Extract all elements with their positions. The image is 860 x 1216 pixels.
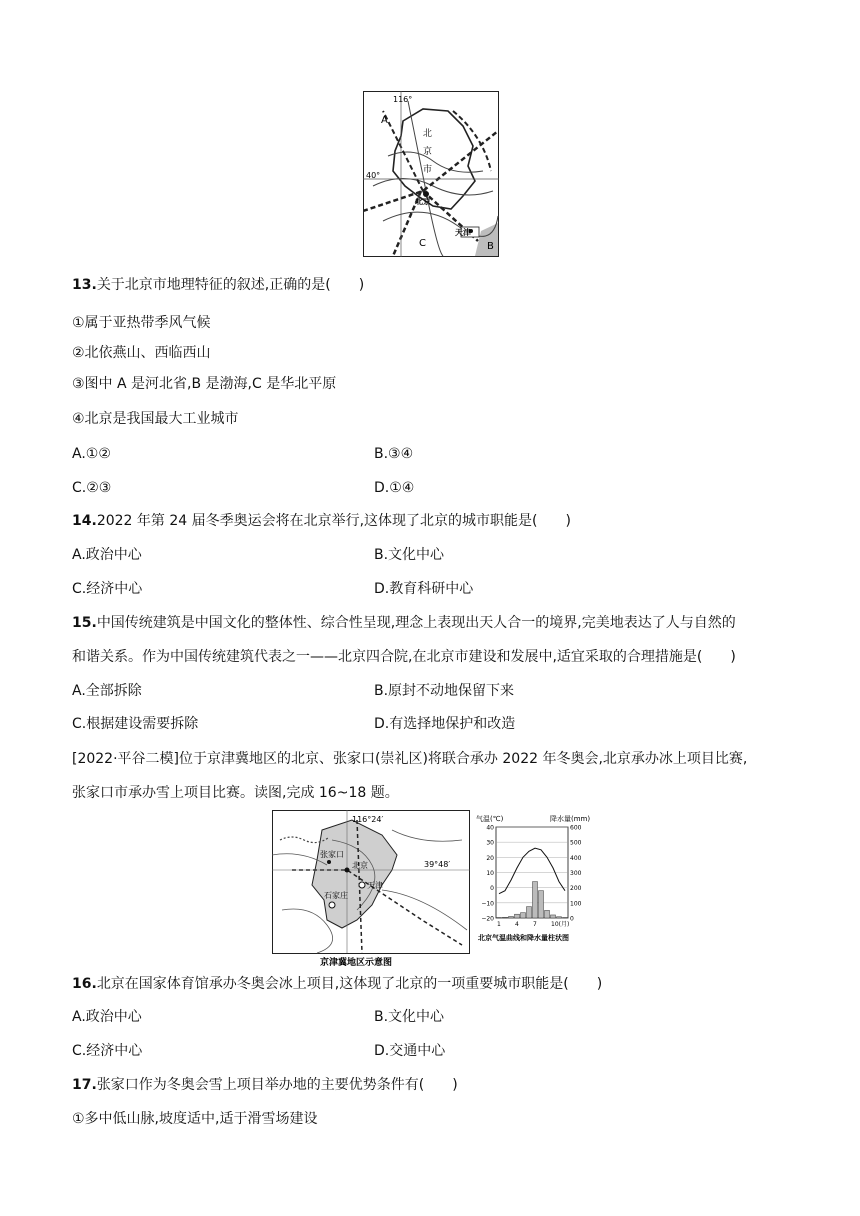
precip-tick-label: 600 bbox=[570, 824, 582, 832]
label-b: B bbox=[487, 241, 494, 252]
temp-axis-label: 气温(℃) bbox=[476, 815, 504, 823]
month-tick-label: 7 bbox=[533, 921, 537, 928]
q13-option-c: C.②③ bbox=[72, 480, 112, 496]
q16-option-b: B.文化中心 bbox=[374, 1009, 445, 1025]
label-province-3: 市 bbox=[423, 165, 433, 175]
chart-title: 北京气温曲线和降水量柱状图 bbox=[478, 934, 569, 942]
precipitation-bar bbox=[521, 913, 526, 918]
label-province-1: 北 bbox=[423, 129, 433, 139]
lat-label: 40° bbox=[366, 171, 381, 180]
q13-number: 13. bbox=[72, 277, 97, 293]
q15-stem-line1 bbox=[72, 614, 736, 632]
precipitation-bar bbox=[509, 916, 514, 918]
climate-chart-figure bbox=[474, 812, 598, 946]
map2-caption: 京津冀地区示意图 bbox=[320, 958, 393, 968]
q13-stem-text: 关于北京市地理特征的叙述,正确的是( ) bbox=[96, 277, 365, 293]
precipitation-bar bbox=[539, 891, 544, 918]
q13-item-3: ③图中 A 是河北省,B 是渤海,C 是华北平原 bbox=[72, 376, 337, 392]
precip-tick-label: 400 bbox=[570, 854, 582, 862]
q15-option-b: B.原封不动地保留下来 bbox=[374, 683, 515, 699]
precipitation-bar bbox=[551, 915, 556, 918]
shijiazhuang-point bbox=[329, 902, 335, 908]
q13-item-1: ①属于亚热带季风气候 bbox=[72, 315, 211, 331]
temperature-curve bbox=[499, 848, 565, 894]
label-c: C bbox=[419, 238, 426, 249]
q13-option-b: B.③④ bbox=[374, 446, 414, 462]
q14-number: 14. bbox=[72, 513, 97, 529]
q16-stem-text: 北京在国家体育馆承办冬奥会冰上项目,这体现了北京的一项重要城市职能是( ) bbox=[96, 976, 603, 992]
lon-label: 116° bbox=[393, 95, 413, 104]
q16-stem bbox=[72, 975, 602, 993]
q16-option-d: D.交通中心 bbox=[374, 1043, 446, 1059]
q14-option-d: D.教育科研中心 bbox=[374, 581, 474, 597]
month-tick-label: 1 bbox=[497, 921, 501, 928]
q16-number: 16. bbox=[72, 976, 97, 992]
temp-tick-label: 30 bbox=[486, 839, 494, 847]
precip-tick-label: 500 bbox=[570, 839, 582, 847]
label-province-2: 京 bbox=[423, 147, 433, 157]
q13-stem bbox=[72, 276, 364, 294]
q17-number: 17. bbox=[72, 1077, 97, 1093]
precipitation-bar bbox=[533, 882, 538, 918]
beijing-map bbox=[363, 91, 499, 257]
label-a: A bbox=[381, 115, 388, 126]
label-beijing: 北京 bbox=[415, 197, 431, 206]
q13-option-d: D.①④ bbox=[374, 480, 415, 496]
lon-label-2: 116°24′ bbox=[352, 815, 384, 824]
q13-option-a: A.①② bbox=[72, 446, 111, 462]
q14-option-c: C.经济中心 bbox=[72, 581, 143, 597]
temp-tick-label: 20 bbox=[486, 854, 494, 862]
q14-stem-text: 2022 年第 24 届冬季奥运会将在北京举行,这体现了北京的城市职能是( ) bbox=[96, 513, 571, 529]
tianjin-point bbox=[359, 882, 365, 888]
precipitation-bar bbox=[515, 914, 520, 918]
city-shijiazhuang: 石家庄 bbox=[324, 891, 348, 900]
temp-tick-label: 40 bbox=[486, 824, 494, 832]
q16-option-c: C.经济中心 bbox=[72, 1043, 143, 1059]
precip-axis-label: 降水量(mm) bbox=[550, 815, 591, 823]
precipitation-bar bbox=[527, 907, 532, 918]
jingjinji-map bbox=[272, 810, 470, 968]
lat-label-2: 39°48′ bbox=[424, 860, 451, 869]
label-tianjin: 天津 bbox=[455, 228, 471, 237]
temp-tick-label: −20 bbox=[481, 915, 494, 923]
jingjinji-map-figure bbox=[272, 810, 470, 968]
q14-option-a: A.政治中心 bbox=[72, 547, 142, 563]
q14-option-b: B.文化中心 bbox=[374, 547, 445, 563]
q13-item-4: ④北京是我国最大工业城市 bbox=[72, 411, 239, 427]
q15-number: 15. bbox=[72, 615, 97, 631]
q14-stem bbox=[72, 512, 571, 530]
climate-chart bbox=[474, 812, 598, 946]
q15-option-c: C.根据建设需要拆除 bbox=[72, 716, 199, 732]
q16-option-a: A.政治中心 bbox=[72, 1009, 142, 1025]
temp-tick-label: 10 bbox=[486, 870, 494, 877]
beijing-map-figure bbox=[363, 91, 499, 257]
temp-tick-label: −10 bbox=[481, 900, 494, 908]
q17-item-1: ①多中低山脉,坡度适中,适于滑雪场建设 bbox=[72, 1111, 318, 1127]
beijing-point bbox=[345, 868, 350, 873]
q15-option-d: D.有选择地保护和改造 bbox=[374, 716, 516, 732]
q15-option-a: A.全部拆除 bbox=[72, 683, 142, 699]
temp-tick-label: 0 bbox=[490, 885, 494, 893]
intro-line1: [2022·平谷二模]位于京津冀地区的北京、张家口(崇礼区)将联合承办 2022 年冬奥会,北京承办冰上项目比赛, bbox=[72, 751, 748, 767]
precip-tick-label: 200 bbox=[570, 885, 582, 893]
city-zhangjiakou: 张家口 bbox=[320, 850, 344, 859]
city-beijing: 北京 bbox=[352, 861, 368, 870]
precipitation-bar bbox=[503, 917, 508, 918]
q17-stem bbox=[72, 1076, 458, 1094]
precip-tick-label: 300 bbox=[570, 870, 582, 877]
month-tick-label: 4 bbox=[515, 921, 519, 928]
city-tianjin: 天津 bbox=[367, 881, 383, 890]
q15-stem-text-1: 中国传统建筑是中国文化的整体性、综合性呈现,理念上表现出天人合一的境界,完美地表达了人与自然的 bbox=[96, 615, 736, 631]
precipitation-bar bbox=[557, 917, 562, 918]
q15-stem-line2: 和谐关系。作为中国传统建筑代表之一——北京四合院,在北京市建设和发展中,适宜采取的合理措施是( ) bbox=[72, 649, 736, 665]
q13-item-2: ②北依燕山、西临西山 bbox=[72, 345, 211, 361]
precip-tick-label: 0 bbox=[570, 915, 574, 923]
month-tick-label: 10(月) bbox=[551, 921, 570, 928]
precip-tick-label: 100 bbox=[570, 900, 582, 908]
intro-line2: 张家口市承办雪上项目比赛。读图,完成 16~18 题。 bbox=[72, 785, 399, 801]
zhangjiakou-point bbox=[327, 860, 331, 864]
precipitation-bar bbox=[545, 910, 550, 918]
q17-stem-text: 张家口作为冬奥会雪上项目举办地的主要优势条件有( ) bbox=[96, 1077, 458, 1093]
